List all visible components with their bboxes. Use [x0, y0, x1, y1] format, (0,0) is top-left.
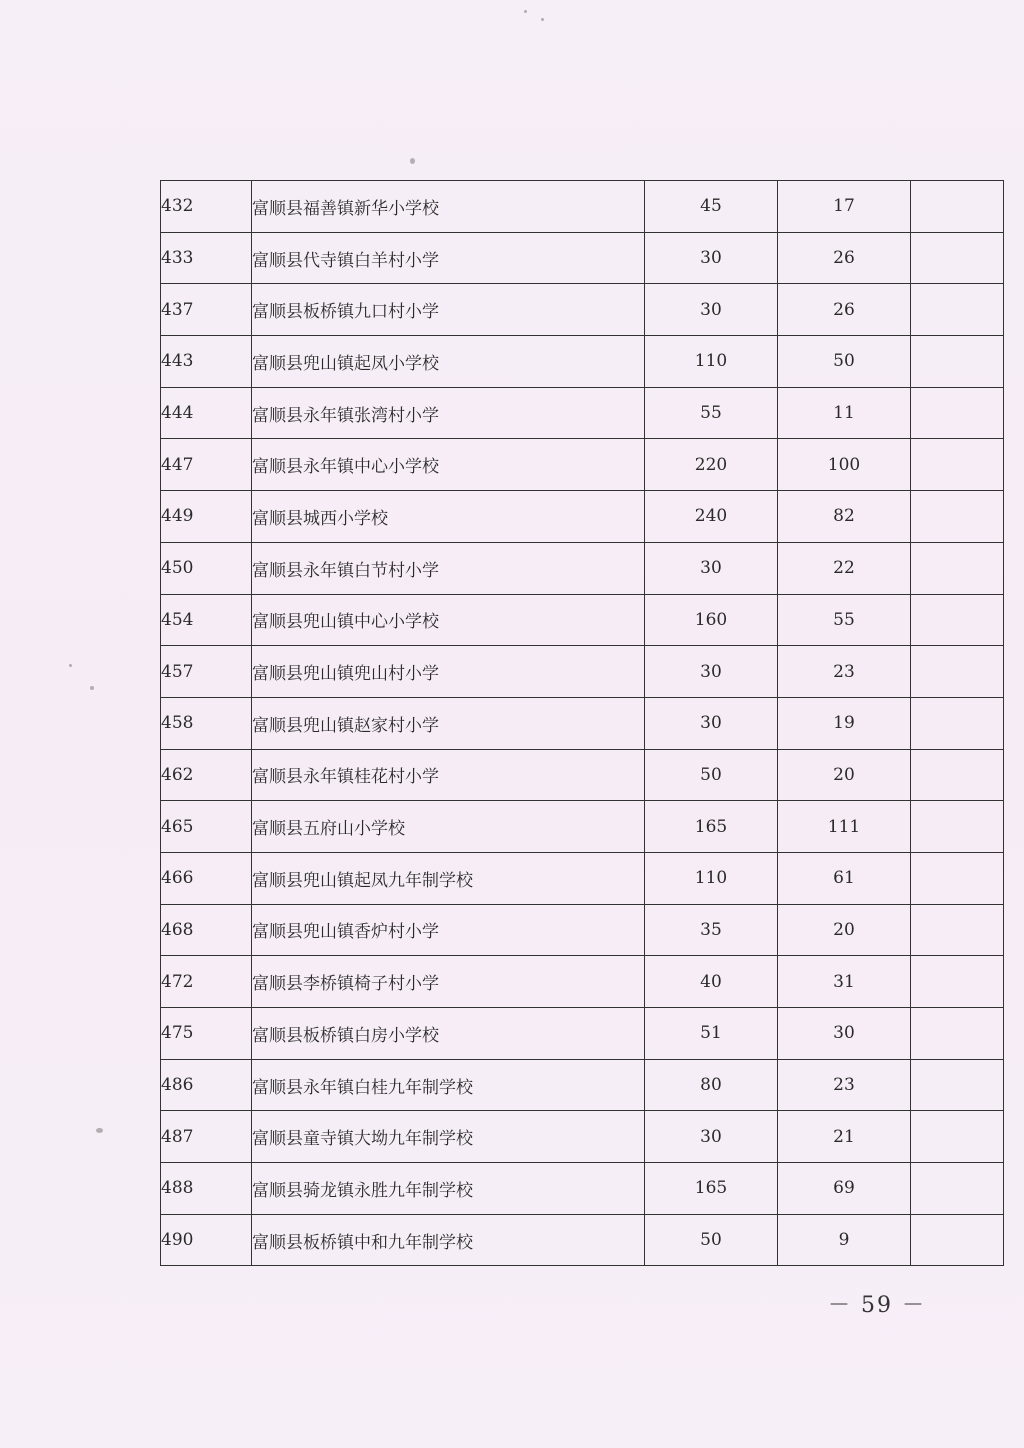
row-id-cell: 486 — [161, 1059, 252, 1111]
table-row — [161, 852, 1004, 904]
school-name-cell: 富顺县永年镇白节村小学 — [252, 542, 645, 594]
value-a-cell: 30 — [645, 232, 778, 284]
value-b-cell: 9 — [778, 1214, 911, 1266]
row-id-cell: 465 — [161, 801, 252, 853]
remark-cell — [911, 491, 1004, 543]
value-b-cell: 111 — [778, 801, 911, 853]
row-id-cell: 468 — [161, 904, 252, 956]
row-id-cell: 437 — [161, 284, 252, 336]
table-row — [161, 749, 1004, 801]
row-id-cell: 466 — [161, 852, 252, 904]
table-row — [161, 284, 1004, 336]
row-id-cell: 475 — [161, 1008, 252, 1060]
value-b-cell: 21 — [778, 1111, 911, 1163]
remark-cell — [911, 749, 1004, 801]
remark-cell — [911, 336, 1004, 388]
remark-cell — [911, 181, 1004, 233]
value-b-cell: 50 — [778, 336, 911, 388]
row-id-cell: 454 — [161, 594, 252, 646]
table-row — [161, 336, 1004, 388]
remark-cell — [911, 1163, 1004, 1215]
school-name-cell: 富顺县兜山镇香炉村小学 — [252, 904, 645, 956]
remark-cell — [911, 852, 1004, 904]
remark-cell — [911, 1059, 1004, 1111]
table-row — [161, 1163, 1004, 1215]
row-id-cell: 447 — [161, 439, 252, 491]
value-a-cell: 51 — [645, 1008, 778, 1060]
remark-cell — [911, 904, 1004, 956]
scan-speck — [90, 686, 94, 690]
value-a-cell: 50 — [645, 749, 778, 801]
school-name-cell: 富顺县李桥镇椅子村小学 — [252, 956, 645, 1008]
table-row — [161, 439, 1004, 491]
value-a-cell: 30 — [645, 284, 778, 336]
school-name-cell: 富顺县兜山镇赵家村小学 — [252, 697, 645, 749]
school-name-cell: 富顺县永年镇桂花村小学 — [252, 749, 645, 801]
remark-cell — [911, 387, 1004, 439]
table-row — [161, 387, 1004, 439]
value-a-cell: 35 — [645, 904, 778, 956]
value-b-cell: 30 — [778, 1008, 911, 1060]
school-name-cell: 富顺县兜山镇起凤九年制学校 — [252, 852, 645, 904]
value-b-cell: 61 — [778, 852, 911, 904]
school-name-cell: 富顺县兜山镇起凤小学校 — [252, 336, 645, 388]
remark-cell — [911, 801, 1004, 853]
row-id-cell: 444 — [161, 387, 252, 439]
remark-cell — [911, 542, 1004, 594]
school-name-cell: 富顺县福善镇新华小学校 — [252, 181, 645, 233]
row-id-cell: 433 — [161, 232, 252, 284]
value-a-cell: 40 — [645, 956, 778, 1008]
table-row — [161, 1059, 1004, 1111]
value-b-cell: 20 — [778, 904, 911, 956]
remark-cell — [911, 1008, 1004, 1060]
table-row — [161, 594, 1004, 646]
remark-cell — [911, 439, 1004, 491]
value-b-cell: 82 — [778, 491, 911, 543]
school-name-cell: 富顺县永年镇白桂九年制学校 — [252, 1059, 645, 1111]
value-a-cell: 110 — [645, 336, 778, 388]
table-row — [161, 1111, 1004, 1163]
value-b-cell: 31 — [778, 956, 911, 1008]
remark-cell — [911, 646, 1004, 698]
value-a-cell: 50 — [645, 1214, 778, 1266]
table-row — [161, 801, 1004, 853]
row-id-cell: 472 — [161, 956, 252, 1008]
table-row — [161, 1214, 1004, 1266]
value-b-cell: 100 — [778, 439, 911, 491]
value-b-cell: 55 — [778, 594, 911, 646]
table-row — [161, 904, 1004, 956]
remark-cell — [911, 1111, 1004, 1163]
table-row — [161, 542, 1004, 594]
remark-cell — [911, 697, 1004, 749]
table-row — [161, 697, 1004, 749]
value-a-cell: 240 — [645, 491, 778, 543]
school-name-cell: 富顺县永年镇张湾村小学 — [252, 387, 645, 439]
school-name-cell: 富顺县骑龙镇永胜九年制学校 — [252, 1163, 645, 1215]
value-b-cell: 23 — [778, 1059, 911, 1111]
value-a-cell: 45 — [645, 181, 778, 233]
row-id-cell: 432 — [161, 181, 252, 233]
value-b-cell: 17 — [778, 181, 911, 233]
value-b-cell: 23 — [778, 646, 911, 698]
value-a-cell: 30 — [645, 697, 778, 749]
school-quota-table — [160, 180, 1004, 1266]
school-name-cell: 富顺县五府山小学校 — [252, 801, 645, 853]
value-a-cell: 30 — [645, 646, 778, 698]
school-name-cell: 富顺县代寺镇白羊村小学 — [252, 232, 645, 284]
school-name-cell: 富顺县童寺镇大坳九年制学校 — [252, 1111, 645, 1163]
value-a-cell: 30 — [645, 1111, 778, 1163]
row-id-cell: 443 — [161, 336, 252, 388]
table-body — [161, 181, 1004, 1266]
value-a-cell: 55 — [645, 387, 778, 439]
value-b-cell: 26 — [778, 232, 911, 284]
value-a-cell: 110 — [645, 852, 778, 904]
table-row — [161, 1008, 1004, 1060]
row-id-cell: 450 — [161, 542, 252, 594]
remark-cell — [911, 232, 1004, 284]
row-id-cell: 462 — [161, 749, 252, 801]
value-b-cell: 11 — [778, 387, 911, 439]
table-row — [161, 646, 1004, 698]
row-id-cell: 487 — [161, 1111, 252, 1163]
remark-cell — [911, 594, 1004, 646]
scan-speck — [96, 1128, 103, 1133]
table-row — [161, 956, 1004, 1008]
value-a-cell: 220 — [645, 439, 778, 491]
scan-speck — [410, 158, 415, 164]
row-id-cell: 488 — [161, 1163, 252, 1215]
value-b-cell: 20 — [778, 749, 911, 801]
value-b-cell: 69 — [778, 1163, 911, 1215]
row-id-cell: 458 — [161, 697, 252, 749]
remark-cell — [911, 956, 1004, 1008]
row-id-cell: 457 — [161, 646, 252, 698]
row-id-cell: 449 — [161, 491, 252, 543]
school-name-cell: 富顺县城西小学校 — [252, 491, 645, 543]
school-name-cell: 富顺县板桥镇九口村小学 — [252, 284, 645, 336]
table-row — [161, 232, 1004, 284]
school-name-cell: 富顺县板桥镇白房小学校 — [252, 1008, 645, 1060]
value-a-cell: 80 — [645, 1059, 778, 1111]
school-name-cell: 富顺县兜山镇中心小学校 — [252, 594, 645, 646]
school-name-cell: 富顺县永年镇中心小学校 — [252, 439, 645, 491]
school-name-cell: 富顺县兜山镇兜山村小学 — [252, 646, 645, 698]
value-a-cell: 30 — [645, 542, 778, 594]
value-b-cell: 26 — [778, 284, 911, 336]
table-row — [161, 181, 1004, 233]
row-id-cell: 490 — [161, 1214, 252, 1266]
table-row — [161, 491, 1004, 543]
remark-cell — [911, 1214, 1004, 1266]
scan-speck — [541, 18, 544, 21]
value-a-cell: 165 — [645, 801, 778, 853]
remark-cell — [911, 284, 1004, 336]
scan-speck — [524, 10, 527, 13]
school-name-cell: 富顺县板桥镇中和九年制学校 — [252, 1214, 645, 1266]
page-number: － 59 － — [828, 1293, 926, 1318]
value-b-cell: 19 — [778, 697, 911, 749]
value-a-cell: 165 — [645, 1163, 778, 1215]
value-a-cell: 160 — [645, 594, 778, 646]
scan-speck — [69, 664, 72, 667]
value-b-cell: 22 — [778, 542, 911, 594]
